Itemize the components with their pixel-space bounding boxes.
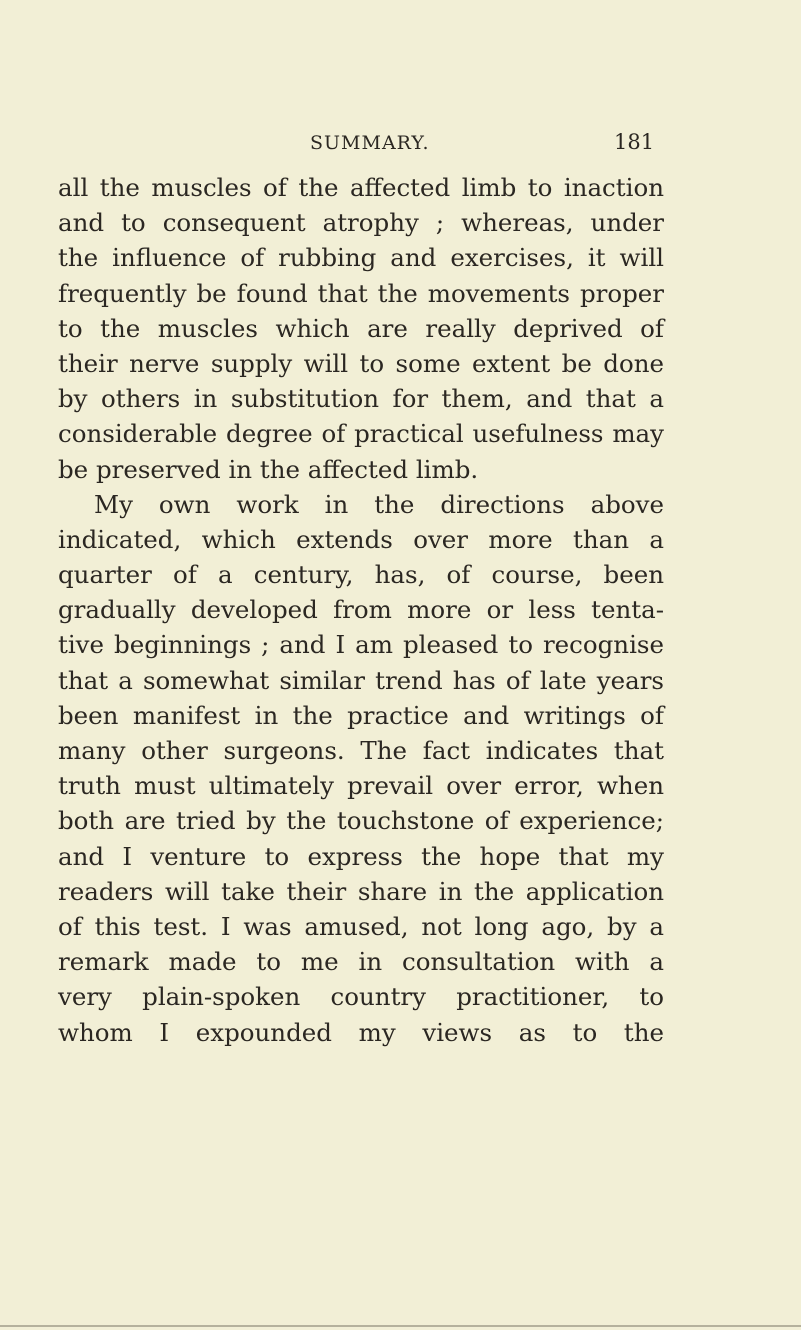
- text-line: of this test. I was amused, not long ago, by a: [58, 911, 664, 941]
- text-line: and I venture to express the hope that my: [58, 841, 664, 871]
- text-line: that a somewhat similar trend has of late years: [58, 665, 664, 695]
- paragraph-end-line: be preserved in the affected limb.: [58, 454, 479, 484]
- text-line: considerable degree of practical usefulness may: [58, 419, 664, 449]
- body-text: [58, 170, 664, 1050]
- page-bottom-edge: [0, 1325, 801, 1327]
- text-line: very plain-spoken country practitioner, to: [58, 982, 664, 1012]
- running-head-title: SUMMARY.: [310, 132, 430, 154]
- text-line: many other surgeons. The fact indicates that: [58, 736, 664, 765]
- text-line: remark made to me in consultation with a: [58, 947, 664, 977]
- text-line: and to consequent atrophy ; whereas, under: [58, 208, 664, 238]
- text-line: by others in substitution for them, and that a: [58, 384, 664, 414]
- text-line: the influence of rubbing and exercises, it will: [58, 243, 664, 273]
- text-line: quarter of a century, has, of course, been: [58, 560, 664, 590]
- text-line: their nerve supply will to some extent be done: [58, 348, 664, 378]
- text-line: been manifest in the practice and writings of: [58, 700, 664, 730]
- text-line: gradually developed from more or less tenta-: [58, 595, 664, 625]
- text-line: tive beginnings ; and I am pleased to recognise: [58, 630, 664, 660]
- text-line: both are tried by the touchstone of experience;: [58, 806, 664, 836]
- text-line: indicated, which extends over more than a: [58, 524, 664, 554]
- paragraph-start-line: My own work in the directions above: [94, 489, 664, 519]
- text-line: readers will take their share in the application: [58, 876, 664, 906]
- text-line: all the muscles of the affected limb to inaction: [58, 173, 664, 202]
- text-line: to the muscles which are really deprived of: [58, 313, 664, 343]
- text-line: frequently be found that the movements proper: [58, 278, 664, 308]
- text-line: whom I expounded my views as to the: [58, 1017, 664, 1047]
- page-number: 181: [614, 130, 655, 154]
- text-line: truth must ultimately prevail over error, when: [58, 771, 664, 801]
